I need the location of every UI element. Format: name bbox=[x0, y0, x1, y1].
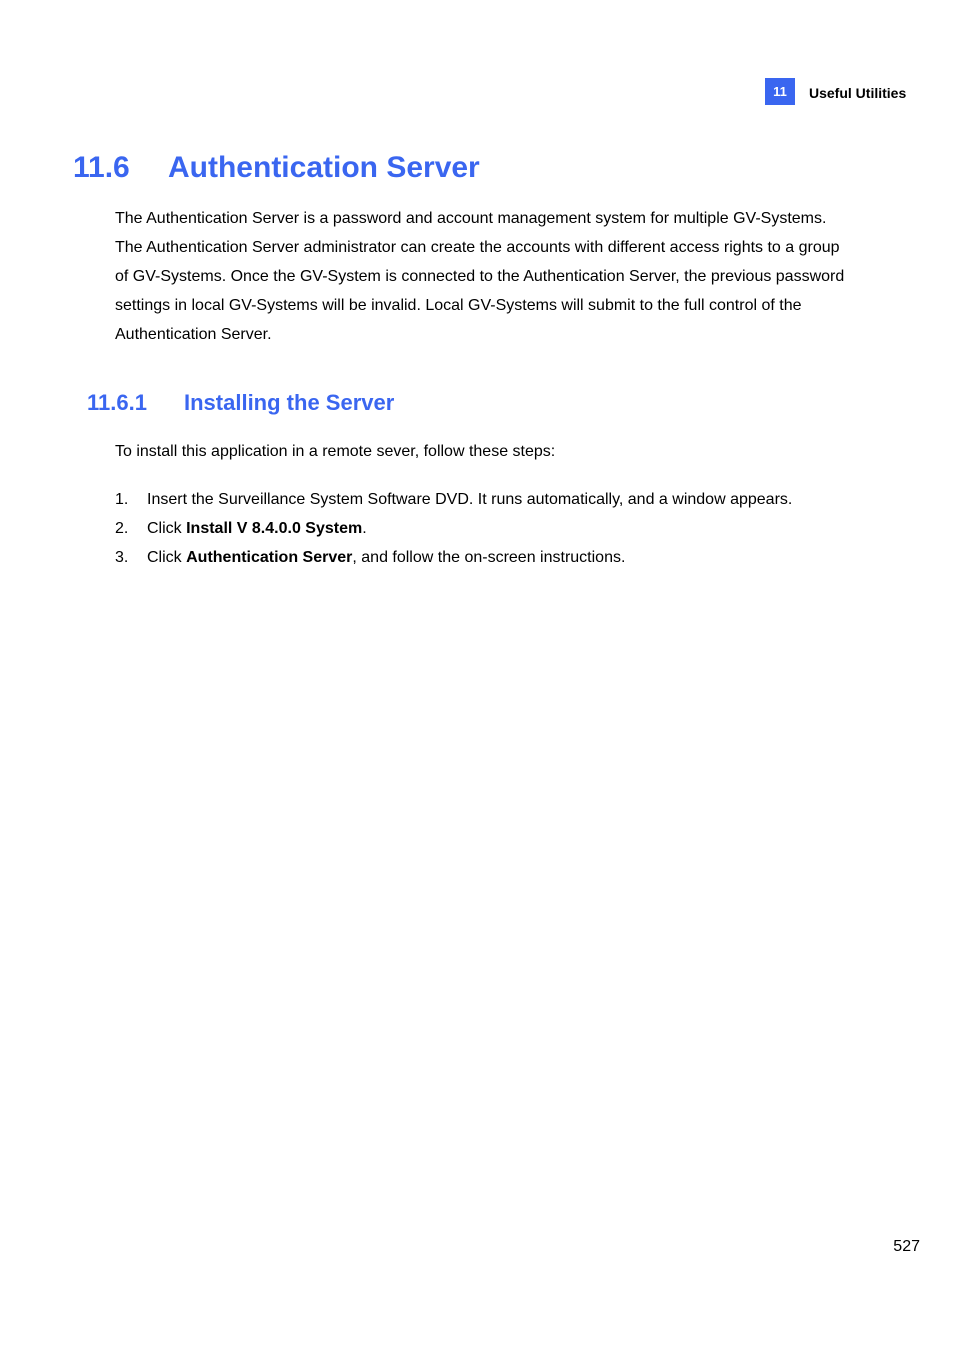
subsection-heading bbox=[87, 386, 394, 420]
step-text-pre: Click bbox=[147, 549, 187, 566]
chapter-number-badge: 11 bbox=[765, 78, 795, 105]
subsection-number: 11.6.1 bbox=[87, 390, 147, 415]
step-text-post: , and follow the on-screen instructions. bbox=[352, 549, 626, 566]
list-item bbox=[115, 485, 792, 514]
step-number: 2. bbox=[115, 520, 129, 537]
subsection-title: Installing the Server bbox=[184, 390, 395, 415]
step-text bbox=[147, 514, 367, 543]
step-number: 3. bbox=[115, 549, 129, 566]
step-text-bold: Install V 8.4.0.0 System bbox=[186, 520, 363, 537]
section-heading bbox=[73, 148, 480, 188]
section-title: Authentication Server bbox=[168, 151, 480, 184]
page-number: 527 bbox=[893, 1238, 920, 1255]
step-number: 1. bbox=[115, 491, 129, 508]
install-steps-list bbox=[115, 485, 792, 572]
list-item bbox=[115, 543, 792, 572]
list-item bbox=[115, 514, 792, 543]
step-text: Insert the Surveillance System Software DVD. It runs automatically, and a window appears. bbox=[147, 491, 793, 508]
section-paragraph: The Authentication Server is a password and account management system for multiple GV-Systems. The Authentication Server administrator can create the accounts with different access rights to a group of GV-Systems. Once the GV-System is connected to the Authentication Server, the previous password settings in local GV-Systems will be invalid. Local GV-Systems will submit to the full control of the Authentication Server. bbox=[115, 210, 845, 343]
subsection-intro: To install this application in a remote sever, follow these steps: bbox=[115, 443, 556, 460]
step-text-post: . bbox=[362, 520, 367, 537]
section-number: 11.6 bbox=[73, 151, 130, 184]
step-text bbox=[147, 543, 625, 572]
chapter-header bbox=[765, 78, 906, 105]
step-text-bold: Authentication Server bbox=[186, 549, 353, 566]
chapter-title: Useful Utilities bbox=[809, 85, 907, 101]
step-text-pre: Click bbox=[147, 520, 187, 537]
